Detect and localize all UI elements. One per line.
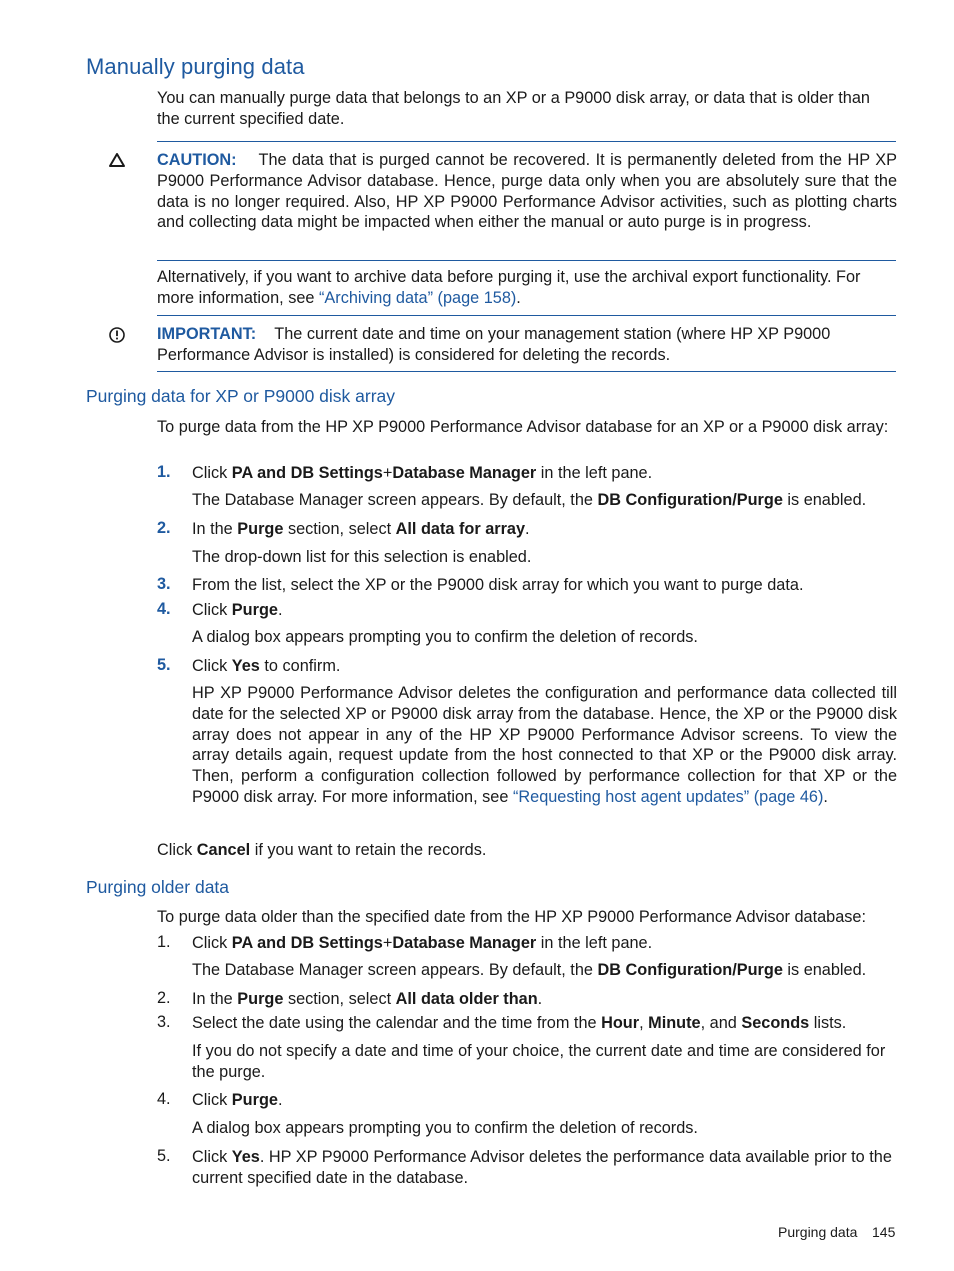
detail-text: is enabled. (782, 491, 867, 509)
cancel-note (157, 840, 897, 861)
page-number: 145 (872, 1224, 896, 1240)
step-bold: PA and DB Settings (231, 464, 383, 482)
step-text: Click (192, 464, 232, 482)
archiving-data-link[interactable]: “Archiving data” (page 158) (319, 288, 517, 307)
detail-text: The Database Manager screen appears. By default, the (192, 961, 598, 979)
caution-icon (108, 152, 126, 168)
divider (157, 371, 896, 372)
step-5-detail (192, 683, 897, 808)
step-bold: Seconds (741, 1014, 810, 1032)
step-text: . HP XP P9000 Performance Advisor deletes the performance data available prior to the current specified date in the database. (192, 1148, 892, 1187)
caution-label: CAUTION: (157, 151, 237, 169)
step-5 (192, 656, 897, 677)
note-bold: Cancel (196, 841, 251, 859)
step-bold: Hour (601, 1014, 640, 1032)
step-bold: Purge (231, 1091, 278, 1109)
page-title: Manually purging data (86, 54, 305, 79)
caution-note (157, 150, 897, 233)
step-2 (192, 989, 897, 1010)
step-text: lists. (809, 1014, 847, 1032)
caution-text: The data that is purged cannot be recovered. It is permanently deleted from the HP XP P9000 Performance Advisor database. Hence, purge data only when you are absolutely sure that the data is no longer required. Also, HP XP P9000 Performance Advisor activities, such as plotting charts and collecting data might be impacted when either the manual or auto purge is in progress. (157, 151, 897, 232)
step-number: 4. (157, 600, 171, 618)
step-text: in the left pane. (536, 464, 653, 482)
step-number: 2. (157, 989, 171, 1007)
step-number: 4. (157, 1090, 171, 1108)
step-text: section, select (283, 990, 396, 1008)
detail-bold: DB Configuration/Purge (597, 491, 783, 509)
step-bold: Database Manager (392, 934, 537, 952)
step-text: section, select (283, 520, 396, 538)
step-bold: Purge (237, 520, 284, 538)
step-text: to confirm. (259, 657, 341, 675)
divider (157, 141, 896, 142)
intro-paragraph: You can manually purge data that belongs to an XP or a P9000 disk array, or data that is older than the current specified date. (157, 89, 870, 128)
archive-note (157, 267, 897, 309)
step-number: 1. (157, 933, 171, 951)
step-1 (192, 933, 897, 954)
step-text: Click (192, 1148, 232, 1166)
step-number: 5. (157, 1147, 171, 1165)
step-number: 1. (157, 463, 171, 481)
step-bold: Purge (237, 990, 284, 1008)
divider (157, 260, 896, 261)
step-text: . (277, 1091, 283, 1109)
step-number: 3. (157, 575, 171, 593)
footer-section: Purging data (778, 1224, 858, 1240)
step-4 (192, 1090, 897, 1111)
step-text: + (382, 934, 393, 952)
detail-text: is enabled. (782, 961, 867, 979)
section-heading: Purging older data (86, 877, 230, 897)
step-2-detail: The drop-down list for this selection is enabled. (192, 548, 532, 566)
detail-text: The Database Manager screen appears. By default, the (192, 491, 598, 509)
step-3: From the list, select the XP or the P9000 disk array for which you want to purge data. (192, 576, 804, 594)
step-text: . (525, 520, 530, 538)
step-text: , (639, 1014, 649, 1032)
note-text: if you want to retain the records. (250, 841, 487, 859)
step-text: Click (192, 1091, 232, 1109)
step-text: Click (192, 934, 232, 952)
step-bold: PA and DB Settings (231, 934, 383, 952)
important-label: IMPORTANT: (157, 325, 257, 343)
step-text: Click (192, 601, 232, 619)
section-heading: Purging data for XP or P9000 disk array (86, 386, 396, 406)
step-3-detail: If you do not specify a date and time of your choice, the current date and time are considered for the purge. (192, 1042, 886, 1081)
step-bold: All data older than (395, 990, 538, 1008)
step-bold: Minute (648, 1014, 701, 1032)
detail-text: HP XP P9000 Performance Advisor deletes the configuration and performance data collected till date for the selected XP or P9000 disk array from the database. Hence, the XP or the P9000 disk array does not appear in any of the HP XP P9000 Performance Advisor screens. To view the array details again, request update from the host connected to that XP or the P9000 disk array. Then, perform a configuration collection followed by performance collection for that XP or the P9000 disk array. For more information, see (192, 684, 897, 806)
step-text: In the (192, 520, 238, 538)
important-text: The current date and time on your management station (where HP XP P9000 Performance Advisor is installed) is considered for deleting the records. (157, 325, 831, 364)
host-agent-updates-link[interactable]: “Requesting host agent updates” (page 46) (512, 787, 824, 806)
detail-bold: DB Configuration/Purge (597, 961, 783, 979)
step-4-detail: A dialog box appears prompting you to confirm the deletion of records. (192, 1119, 698, 1137)
step-text: . (537, 990, 543, 1008)
step-1-detail (192, 490, 897, 511)
step-1-detail (192, 960, 897, 981)
step-4-detail: A dialog box appears prompting you to confirm the deletion of records. (192, 628, 698, 646)
section-intro: To purge data from the HP XP P9000 Performance Advisor database for an XP or a P9000 disk array: (157, 418, 889, 436)
divider (157, 315, 896, 316)
step-number: 3. (157, 1013, 171, 1031)
step-1 (192, 463, 897, 484)
step-2 (192, 519, 897, 540)
step-text: , and (700, 1014, 742, 1032)
step-3 (192, 1013, 897, 1034)
archive-end: . (516, 288, 521, 307)
note-text: Click (157, 841, 197, 859)
step-bold: Purge (231, 601, 278, 619)
step-4 (192, 600, 897, 621)
step-text: In the (192, 990, 238, 1008)
section-intro: To purge data older than the specified date from the HP XP P9000 Performance Advisor database: (157, 908, 866, 926)
step-bold: Yes (231, 1148, 260, 1166)
important-icon (108, 326, 126, 344)
important-note (157, 324, 897, 366)
step-5 (192, 1147, 897, 1189)
step-text: Click (192, 657, 232, 675)
archive-text: Alternatively, if you want to archive data before purging it, use the archival export functionality. For more information, see (157, 268, 861, 307)
step-bold: All data for array (395, 520, 526, 538)
step-text: in the left pane. (536, 934, 653, 952)
step-number: 5. (157, 656, 171, 674)
step-text: Select the date using the calendar and the time from the (192, 1014, 602, 1032)
step-bold: Yes (231, 657, 260, 675)
step-text: . (277, 601, 283, 619)
step-number: 2. (157, 519, 171, 537)
step-bold: Database Manager (392, 464, 537, 482)
detail-text: . (823, 787, 828, 806)
step-text: + (382, 464, 393, 482)
